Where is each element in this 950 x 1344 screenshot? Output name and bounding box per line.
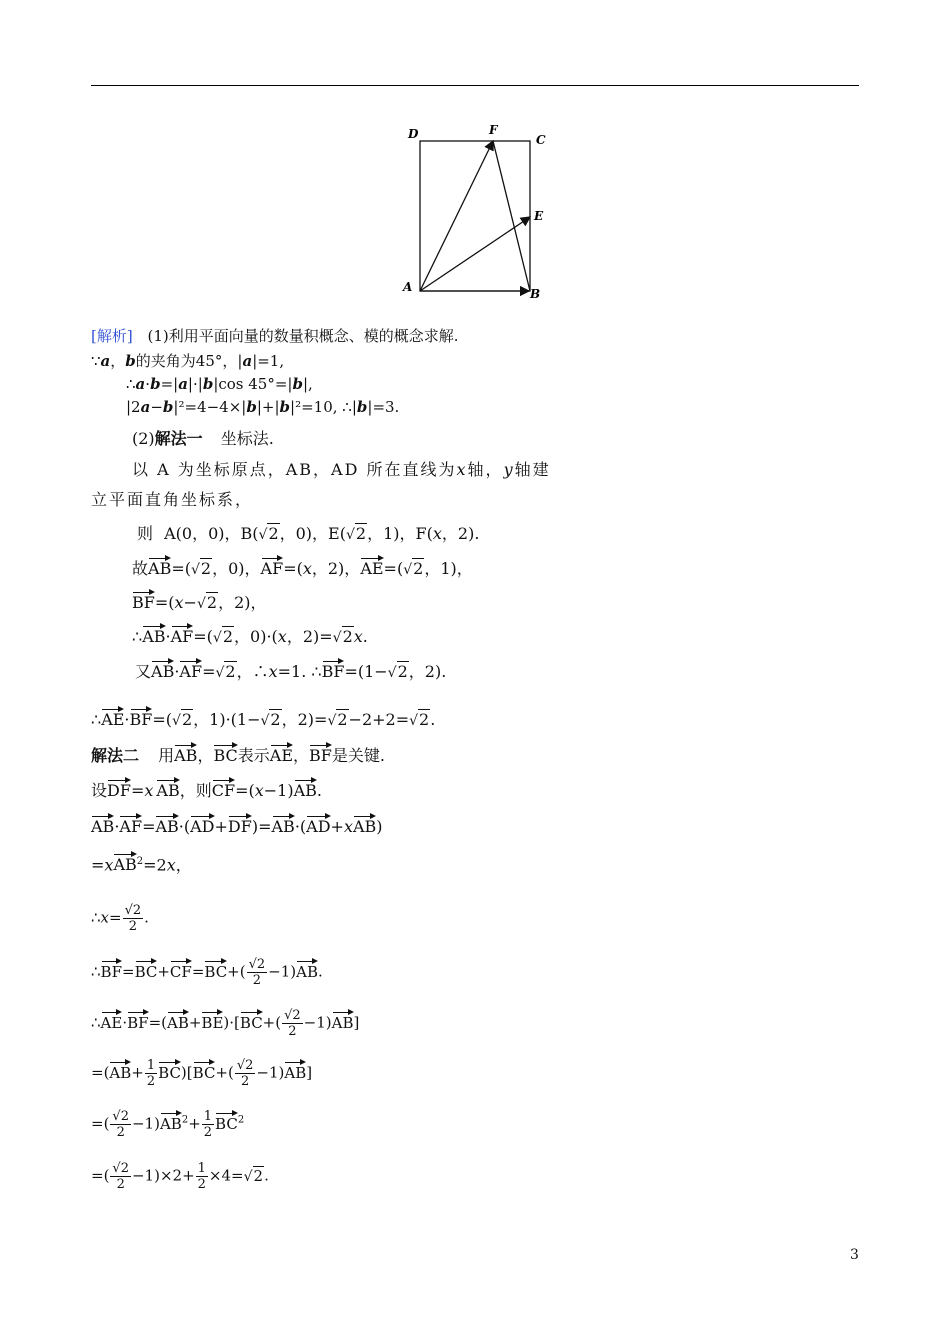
label-c: C — [536, 133, 546, 147]
solve-x-line: 又AB·AF=√2，∴x=1. ∴BF=(1−√2，2). — [135, 659, 446, 683]
segment-fb — [493, 141, 530, 291]
label-f: F — [489, 123, 498, 137]
solution-line-2: ∴a·b=|a|·|b|cos 45°=|b|, — [126, 375, 313, 393]
coord-setup-line-2: 立平面直角坐标系， — [91, 490, 254, 509]
ab-af-result-line: =xAB$^2$=2x， — [91, 852, 192, 875]
ae-bf-result-line: ∴AE·BF=(√2，1)·(1−√2，2)=√2−2+2=√2. — [91, 707, 435, 731]
method2-heading: 解法二 用AB，BC表示AE，BF是关键. — [91, 743, 385, 766]
page-number: 3 — [850, 1247, 859, 1263]
solution-line-3: |2a−b|²=4−4×|b|+|b|²=10, ∴|b|=3. — [126, 398, 400, 416]
bf-line: BF=(x−√2，2)， — [132, 590, 267, 614]
label-e: E — [534, 209, 544, 223]
label-b: B — [530, 287, 541, 301]
because-symbol: ∵ — [91, 352, 101, 370]
analysis-label: [解析] — [91, 327, 133, 345]
solution-line-1: ∵a，b的夹角为45°，|a|=1, — [91, 352, 285, 370]
coords-line: 则 A(0，0)，B(√2，0)，E(√2，1)，F(x，2). — [137, 524, 480, 543]
label-a: A — [403, 280, 413, 294]
expand-step-3: =( $\frac{√2}{2}$ $-1)AB^2+$ $\frac{1}{2}$ $BC^2$ — [91, 1109, 245, 1140]
ab-af-expand-line: AB·AF=AB·(AD+DF)=AB·(AD+xAB) — [91, 814, 383, 837]
expand-step-2: =(AB+ $\frac{1}{2}$ BC)[BC+( $\frac{√2}{2}$ −1)AB] — [91, 1058, 313, 1089]
part1-intro: (1)利用平面向量的数量积概念、模的概念求解. — [147, 327, 459, 345]
vectors-line: 故AB=(√2，0)，AF=(x，2)，AE=(√2，1)， — [132, 556, 473, 580]
ae-bf-expand-line: ∴AE·BF=(AB+BE)·[BC+( $\frac{√2}{2}$ −1)AB] — [91, 1008, 360, 1039]
vector-af — [420, 141, 493, 291]
rectangle-abcd — [420, 141, 530, 291]
final-result-line: =( $\frac{√2}{2}$ −1)×2+ $\frac{1}{2}$ ×4=√2. — [91, 1161, 269, 1192]
analysis-line — [91, 326, 459, 346]
header-rule — [91, 85, 859, 86]
method1-heading: (2)解法一 坐标法. — [132, 429, 274, 448]
coord-setup-line-1: 以 A 为坐标原点，AB，AD 所在直线为x轴，y轴建 — [132, 460, 551, 479]
x-value-line: ∴x= $\frac{√2}{2}$ . — [91, 903, 149, 934]
dot-product-line: ∴AB·AF=(√2，0)·(x，2)=√2x. — [132, 624, 368, 648]
bf-express-line: ∴BF=BC+CF=BC+( $\frac{√2}{2}$ −1)AB. — [91, 957, 323, 988]
vector-ae — [420, 217, 530, 291]
set-df-line: 设DF=x AB，则CF=(x−1)AB. — [91, 778, 322, 801]
rectangle-figure — [396, 118, 556, 308]
label-d: D — [408, 127, 419, 141]
